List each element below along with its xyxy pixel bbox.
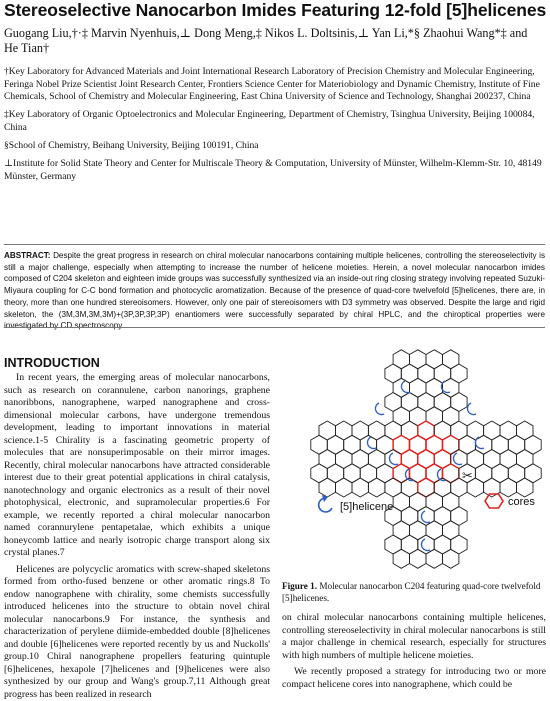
legend-helicene-label: [5]helicene — [340, 501, 393, 513]
helicene-marker — [475, 437, 484, 449]
affiliations — [4, 66, 544, 189]
col2-paragraph-2: We recently proposed a strategy for introducing two or more compact helicene cores into nanographene, which could be — [282, 666, 546, 691]
helicene-marker — [389, 453, 398, 465]
abstract — [4, 250, 545, 332]
caption-label: Figure 1. — [282, 581, 317, 591]
affiliation-2: ‡Key Laboratory of Organic Optoelectronics and Molecular Engineering, Department of Chemistry, Tsinghua University, Beijing 100084, China — [4, 109, 544, 134]
ring — [368, 478, 385, 497]
helicene-marker — [421, 539, 430, 551]
figure-caption — [282, 580, 546, 604]
svg-text:✂: ✂ — [462, 469, 473, 484]
ring — [426, 549, 443, 568]
section-heading: INTRODUCTION — [4, 356, 100, 370]
ring — [393, 549, 409, 568]
left-column — [4, 372, 270, 701]
helicene-marker — [375, 403, 384, 415]
abstract-label: ABSTRACT: — [4, 251, 51, 260]
ring — [517, 478, 534, 497]
scissors-icon — [462, 469, 473, 484]
right-column — [282, 612, 546, 691]
ring — [336, 478, 353, 497]
caption-text: Molecular nanocarbon C204 featuring quad-core twelvefold [5]helicenes. — [282, 581, 541, 603]
author-list: Guogang Liu,†·‡ Marvin Nyenhuis,⊥ Dong Meng,‡ Nikos L. Doltsinis,⊥ Yan Li,*§ Zhaohui Wang*‡ and He Tian† — [4, 26, 544, 56]
ring — [500, 478, 517, 497]
abstract-text: Despite the great progress in research on chiral molecular nanocarbons containing multiple helicenes, controlling the stereoselectivity is still a major challenge, especially when attempting to increase the number of helicene moieties. Herein, a novel molecular nanocarbon imides composed of C204 skeleton and eighteen imide groups was successfully synthesized via an inside-out ring closing strategy involving repeated Suzuki-Miyaura coupling for C-C bond formation and photocyclic aromatization. Because of the presence of quad-core twelvefold [5]helicenes, there are, in theory, more than one hundred stereoisomers. However, only one pair of stereoisomers with D3 symmetry was observed. Despite the large and rigid skeleton, the (3M,3M,3M,3M)+(3P,3P,3P,3P) enantiomers were successfully separated by chiral HPLC, and the chiroptical properties were investigated by CD spectroscopy. — [4, 251, 545, 330]
legend-cores-label: cores — [508, 496, 535, 508]
intro-paragraph-2: Helicenes are polycyclic aromatics with screw-shaped skeletons formed from ortho-fused benzene or other aromatic rings.8 To endow nanographene with chirality, some chemists successfully introduced helicenes into the structure to obtain novel chiral molecular nanocarbons.9 For instance, the synthesis and characterization of perylene diimide-embedded double [8]helicenes and double [6]helicenes were reported recently by us and Nuckolls' group.10 Chiral nanographene propellers featuring quintuple [6]helicenes, hexapole [7]helicenes and [9]helicenes were also synthesized by our group and Wang's group.7,11 Although great progress has been realized in research — [4, 564, 270, 701]
helicene-marker — [421, 511, 430, 523]
figure-1 — [310, 347, 542, 569]
ring — [352, 478, 368, 497]
molecule-diagram — [310, 347, 542, 569]
ring — [443, 549, 459, 568]
hexagon-lattice — [311, 350, 541, 569]
abstract-top-rule — [4, 244, 545, 245]
affiliation-4: ⊥Institute for Solid State Theory and Center for Multiscale Theory & Computation, University of Münster, Wilhelm-Klemm-Str. 10, 48149 Münster, Germany — [4, 158, 544, 183]
helicene-marker — [453, 453, 462, 465]
legend-helicene-icon — [319, 495, 332, 512]
col2-paragraph-1: on chiral molecular nanocarbons containing multiple helicenes, controlling stereoselectivity in chiral molecular nanocarbons is still a major challenge in chemical research, especially for structures with high numbers of multiple helicene moieties. — [282, 612, 546, 662]
intro-paragraph-1: In recent years, the emerging areas of molecular nanocarbons, such as research on corannulene, carbon nanorings, graphene nanoribbons, nanographene, warped nanographene and cross-dimensional molecular carbons, have undergone tremendous development, leading to important innovations in material science.1-5 Chirality is a fascinating geometric property of molecules that are nonsuperimposable on their mirror images. Recently, chiral molecular nanocarbons have attracted considerable interest due to their great potential applications in chiral catalysis, nanotechnology and organic electronics as a result of their novel photophysical, electronic, and supramolecular properties.6 For example, we recently reported a chiral molecular nanocarbon named corannurylene pentapetalae, which exhibits a unique honeycomb lattice and nearly isotropic charge transport along six crystal planes.7 — [4, 372, 270, 560]
abstract-bottom-rule — [4, 327, 545, 328]
paper-title: Stereoselective Nanocarbon Imides Featuring 12-fold [5]helicenes — [4, 0, 549, 20]
affiliation-1: †Key Laboratory for Advanced Materials and Joint International Research Laboratory of Precision Chemistry and Molecular Engineering, Feringa Nobel Prize Scientist Joint Research Center, Frontiers Science Center for Materiobiology and Dynamic Chemistry, Institute of Fine Chemicals, School of Chemistry and Molecular Engineering, East China University of Science and Technology, Shanghai 200237, China — [4, 66, 544, 104]
affiliation-3: §School of Chemistry, Beihang University, Beijing 100191, China — [4, 140, 544, 153]
ring — [319, 478, 336, 497]
ring — [410, 549, 427, 568]
helicene-marker — [467, 403, 476, 415]
